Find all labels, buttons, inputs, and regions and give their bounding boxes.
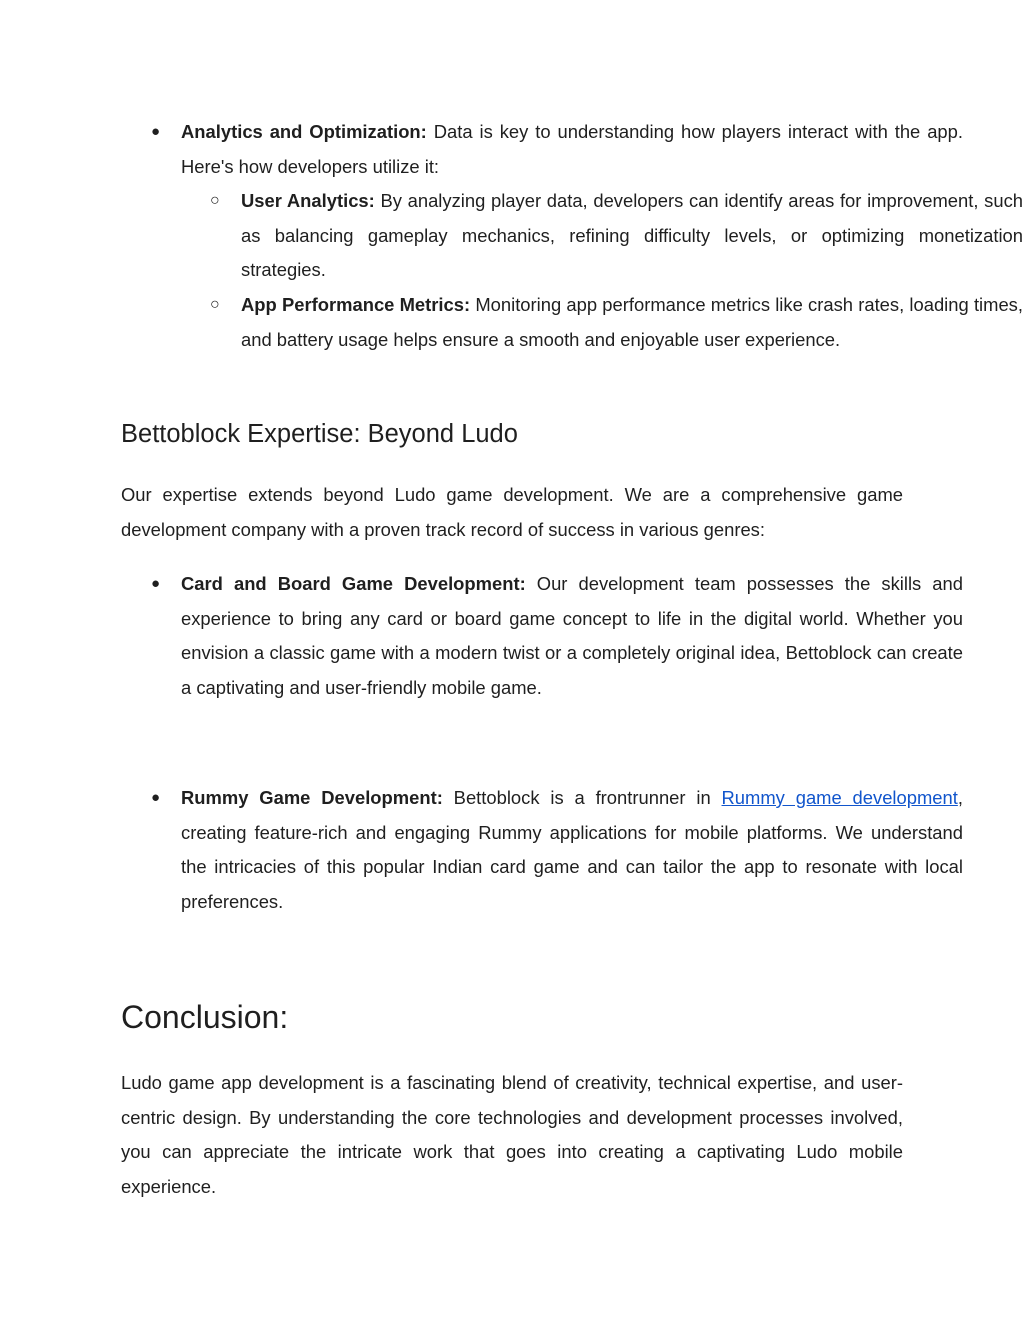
list-item-analytics [121,115,963,184]
circle-bullet-icon: ○ [210,296,220,313]
sub-item-text: By analyzing player data, developers can identify areas for improvement, such as balancing gameplay mechanics, refining difficulty levels, or optimizing monetization strategies. [241,190,1024,281]
sub-item-title: App Performance Metrics: [241,294,471,315]
sub-item-app-performance [121,288,1023,357]
rummy-game-development-link[interactable]: Rummy game development [721,787,958,808]
item-title: Rummy Game Development: [181,787,443,808]
item-title: Card and Board Game Development: [181,573,526,594]
bullet-icon: ● [151,123,161,140]
expertise-intro: Our expertise extends beyond Ludo game development. We are a comprehensive game development company with a proven track record of success in various genres: [121,484,903,540]
item-text: Our development team possesses the skills and experience to bring any card or board game concept to life in the digital world. Whether you envision a classic game with a modern twist or a completely original idea, Bettoblock can create a captivating and user-friendly mobile game. [181,573,963,699]
list-item-card-board [121,567,963,706]
sub-item-title: User Analytics: [241,190,375,211]
item-text: Bettoblock is a frontrunner in [442,787,722,808]
circle-bullet-icon: ○ [210,192,220,209]
bullet-icon: ● [151,789,161,806]
section-heading-conclusion: Conclusion: [121,999,289,1035]
sub-item-user-analytics [121,184,1023,288]
conclusion-text: Ludo game app development is a fascinating blend of creativity, technical expertise, and user-centric design. By understanding the core technologies and development processes involved, you can appreciate the intricate work that goes into creating a captivating Ludo mobile experience. [121,1072,903,1198]
item-title: Analytics and Optimization: [181,121,427,142]
item-text: Data is key to understanding how players interact with the app. Here's how developers utilize it: [181,121,963,177]
list-item-rummy [121,781,963,920]
item-text: , creating feature-rich and engaging Rummy applications for mobile platforms. We understand the intricacies of this popular Indian card game and can tailor the app to resonate with local preferences. [181,787,963,913]
bullet-icon: ● [151,575,161,592]
sub-item-text: Monitoring app performance metrics like crash rates, loading times, and battery usage helps ensure a smooth and enjoyable user experience. [241,294,1023,350]
section-heading-expertise: Bettoblock Expertise: Beyond Ludo [121,420,518,448]
